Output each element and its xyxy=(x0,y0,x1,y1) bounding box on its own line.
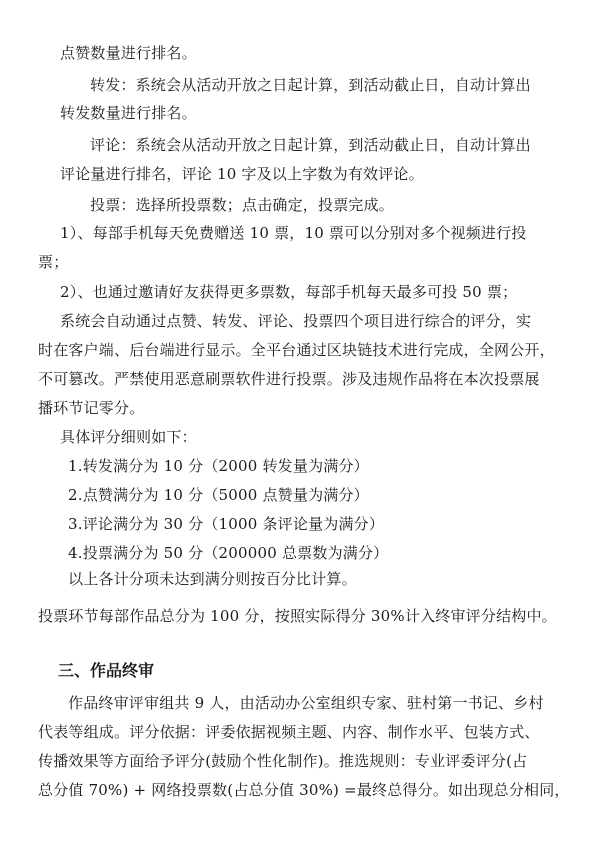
paragraph-line: 不可篡改。严禁使用恶意刷票软件进行投票。涉及违规作品将在本次投票展 xyxy=(38,370,540,388)
paragraph-line: 时在客户端、后台端进行显示。全平台通过区块链技术进行完成，全网公开， xyxy=(38,341,555,359)
paragraph-line: 2）、也通过邀请好友获得更多票数，每部手机每天最多可投 50 票； xyxy=(60,283,518,301)
scoring-rule: 4.投票满分为 50 分（200000 总票数为满分） xyxy=(68,544,389,562)
paragraph-line: 1）、每部手机每天免费赠送 10 票，10 票可以分别对多个视频进行投 xyxy=(60,224,527,242)
paragraph-line: 评论：系统会从活动开放之日起计算，到活动截止日，自动计算出 xyxy=(90,136,531,154)
paragraph-line: 投票环节每部作品总分为 100 分，按照实际得分 30%计入终审评分结构中。 xyxy=(38,607,557,625)
paragraph-line: 系统会自动通过点赞、转发、评论、投票四个项目进行综合的评分，实 xyxy=(60,312,532,330)
paragraph-line: 票； xyxy=(38,253,69,271)
paragraph-line: 投票：选择所投票数；点击确定，投票完成。 xyxy=(90,196,395,214)
paragraph-line: 播环节记零分。 xyxy=(38,399,145,417)
paragraph-line: 点赞数量进行排名。 xyxy=(60,44,197,62)
paragraph-line: 以上各计分项未达到满分则按百分比计算。 xyxy=(68,570,357,588)
paragraph-line: 代表等组成。评分依据：评委依据视频主题、内容、制作水平、包装方式、 xyxy=(38,723,540,741)
scoring-rule: 1.转发满分为 10 分（2000 转发量为满分） xyxy=(68,457,369,475)
paragraph-line: 传播效果等方面给予评分(鼓励个性化制作)。推选规则：专业评委评分(占 xyxy=(38,752,528,770)
paragraph-line: 评论量进行排名，评论 10 字及以上字数为有效评论。 xyxy=(60,165,424,183)
paragraph-line: 具体评分细则如下： xyxy=(60,428,197,446)
section-heading: 三、作品终审 xyxy=(58,661,155,680)
paragraph-line: 转发数量进行排名。 xyxy=(60,104,197,122)
scoring-rule: 2.点赞满分为 10 分（5000 点赞量为满分） xyxy=(68,486,369,504)
paragraph-line: 作品终审评审组共 9 人，由活动办公室组织专家、驻村第一书记、乡村 xyxy=(68,694,544,712)
paragraph-line: 总分值 70%) + 网络投票数(占总分值 30%) =最终总得分。如出现总分相同， xyxy=(38,781,570,799)
paragraph-line: 转发：系统会从活动开放之日起计算，到活动截止日，自动计算出 xyxy=(90,76,531,94)
scoring-rule: 3.评论满分为 30 分（1000 条评论量为满分） xyxy=(68,515,385,533)
